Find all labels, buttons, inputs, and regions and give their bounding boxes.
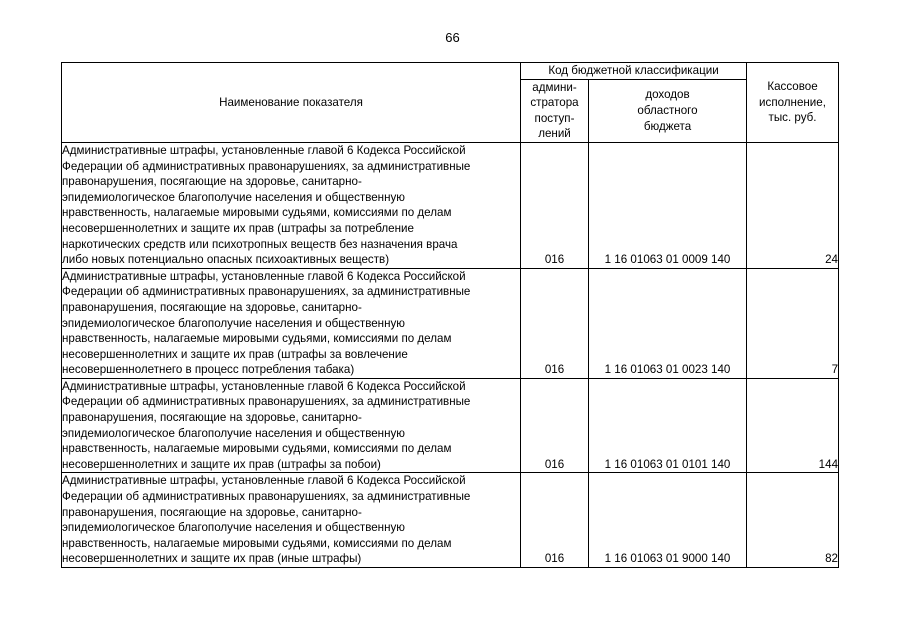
row-administrator-code: 016 [521, 268, 589, 378]
row-indicator-name: Административные штрафы, установленные главой 6 Кодекса Российской Федерации об административных правонарушениях, за административные правонарушения, посягающие на здоровье, санитарно- эпидемиологическое благополучие населения и общественную нравственность, налагаемые мировыми судьями, комиссиями по делам несовершеннолетних и защите их прав (штрафы за потребление наркотических средств или психотропных веществ без назначения врача либо новых потенциально опасных психоактивных веществ) [62, 142, 521, 268]
row-amount: 144 [747, 378, 839, 473]
page-number: 66 [445, 30, 460, 45]
row-administrator-code: 016 [521, 142, 589, 268]
header-administrator: админи- стратора поступ- лений [521, 79, 589, 142]
table-row [62, 268, 839, 378]
row-revenue-code: 1 16 01063 01 0101 140 [589, 378, 747, 473]
header-revenue: доходов областного бюджета [589, 79, 747, 142]
budget-table [61, 62, 839, 568]
header-budget-code-group: Код бюджетной классификации [521, 63, 747, 80]
row-administrator-code: 016 [521, 378, 589, 473]
row-indicator-name: Административные штрафы, установленные главой 6 Кодекса Российской Федерации об административных правонарушениях, за административные правонарушения, посягающие на здоровье, санитарно- эпидемиологическое благополучие населения и общественную нравственность, налагаемые мировыми судьями, комиссиями по делам несовершеннолетних и защите их прав (иные штрафы) [62, 473, 521, 568]
header-cash-execution: Кассовое исполнение, тыс. руб. [747, 63, 839, 143]
table-row [62, 142, 839, 268]
row-indicator-name: Административные штрафы, установленные главой 6 Кодекса Российской Федерации об административных правонарушениях, за административные правонарушения, посягающие на здоровье, санитарно- эпидемиологическое благополучие населения и общественную нравственность, налагаемые мировыми судьями, комиссиями по делам несовершеннолетних и защите их прав (штрафы за вовлечение несовершеннолетнего в процесс потребления табака) [62, 268, 521, 378]
row-indicator-name: Административные штрафы, установленные главой 6 Кодекса Российской Федерации об административных правонарушениях, за административные правонарушения, посягающие на здоровье, санитарно- эпидемиологическое благополучие населения и общественную нравственность, налагаемые мировыми судьями, комиссиями по делам несовершеннолетних и защите их прав (штрафы за побои) [62, 378, 521, 473]
table-row [62, 473, 839, 568]
table-row [62, 378, 839, 473]
row-amount: 7 [747, 268, 839, 378]
row-revenue-code: 1 16 01063 01 9000 140 [589, 473, 747, 568]
row-administrator-code: 016 [521, 473, 589, 568]
header-indicator-name: Наименование показателя [62, 63, 521, 143]
row-revenue-code: 1 16 01063 01 0009 140 [589, 142, 747, 268]
row-amount: 82 [747, 473, 839, 568]
row-revenue-code: 1 16 01063 01 0023 140 [589, 268, 747, 378]
row-amount: 24 [747, 142, 839, 268]
